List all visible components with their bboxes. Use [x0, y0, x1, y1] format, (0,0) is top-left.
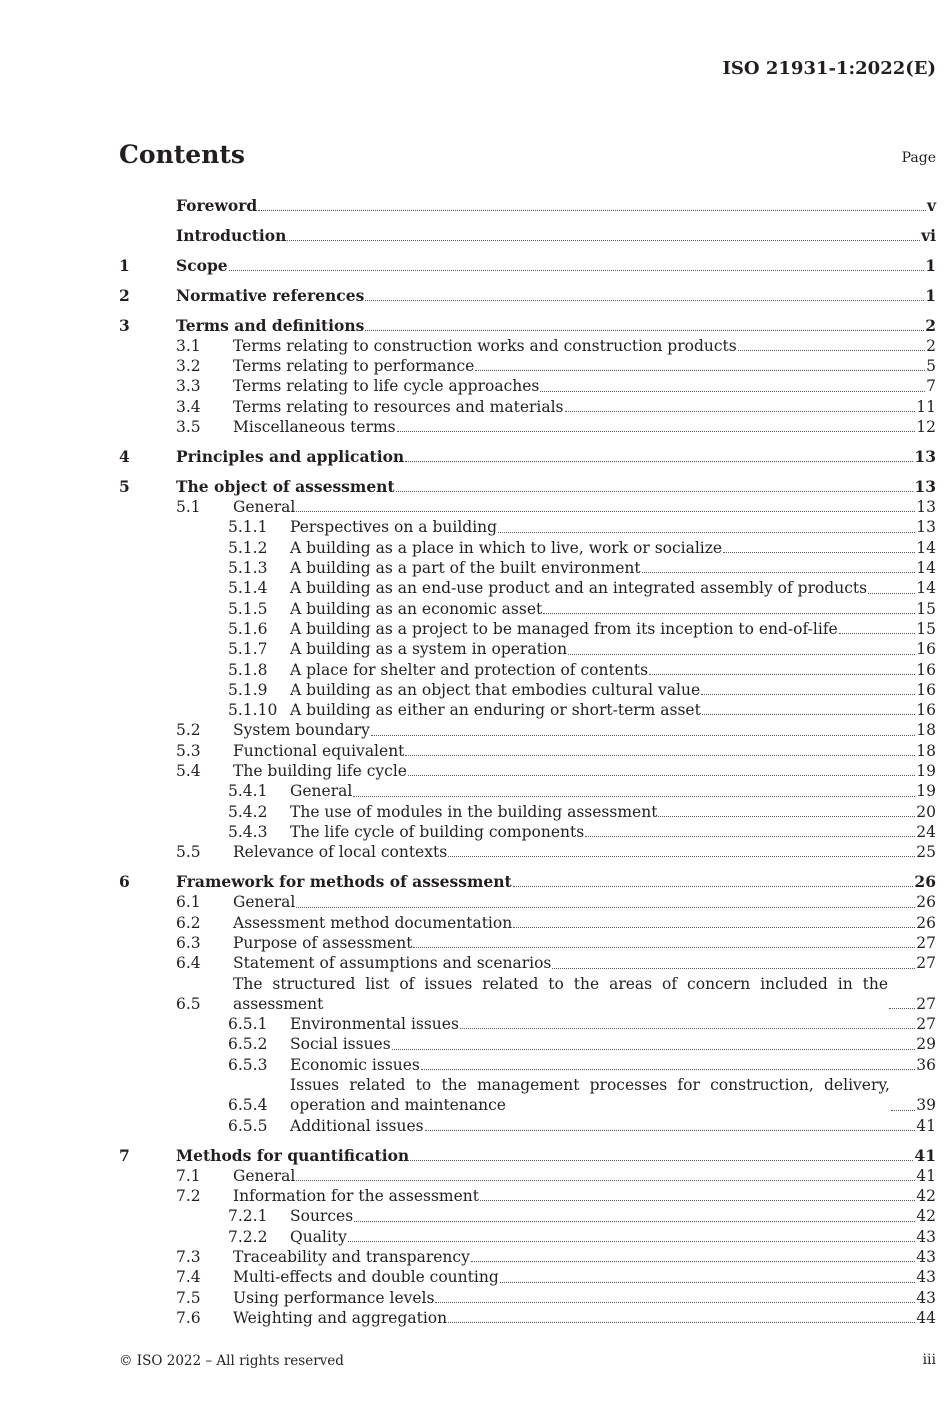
toc-entry-number: 1 — [119, 255, 130, 275]
toc-dot-leader — [365, 330, 924, 331]
toc-dot-leader — [543, 613, 915, 614]
toc-dot-leader — [891, 1110, 915, 1111]
toc-entry-title: The use of modules in the building assessment — [290, 802, 658, 821]
toc-entry-page: v — [926, 196, 936, 215]
toc-dot-leader — [405, 461, 913, 462]
toc-entry-page: 41 — [916, 1116, 936, 1135]
toc-dot-leader — [889, 1008, 915, 1009]
toc-entry-title: Miscellaneous terms — [233, 418, 396, 437]
toc-dot-leader — [498, 532, 915, 533]
toc-dot-leader — [649, 674, 915, 675]
toc-entry-page: 43 — [916, 1248, 936, 1266]
toc-dot-leader — [229, 270, 925, 271]
toc-entry-title: Methods for quantification — [176, 1145, 410, 1165]
toc-entry[interactable] — [119, 1227, 936, 1247]
toc-entry-number: 5.1.2 — [228, 538, 268, 557]
toc-entry-page: 13 — [916, 518, 936, 537]
toc-entry-title: Additional issues — [290, 1116, 424, 1135]
toc-entry-page: 41 — [914, 1145, 936, 1165]
toc-entry-number: 3.5 — [176, 418, 201, 437]
toc-entry-title: A building as a part of the built environment — [290, 559, 641, 578]
toc-entry[interactable] — [119, 1247, 936, 1267]
toc-entry-number: 5.1 — [176, 498, 201, 517]
toc-entry-page: 1 — [925, 285, 936, 305]
toc-entry-page: 26 — [916, 913, 936, 932]
toc-entry-page: 42 — [916, 1207, 936, 1226]
toc-entry-number: 6.4 — [176, 954, 201, 973]
toc-entry-number: 5.3 — [176, 741, 201, 760]
toc-entry[interactable] — [119, 599, 936, 619]
toc-entry-title: Traceability and transparency — [233, 1248, 470, 1266]
toc-entry-page: 14 — [916, 559, 936, 578]
toc-entry-title: General — [233, 893, 296, 912]
toc-entry[interactable] — [119, 1186, 936, 1206]
toc-entry-number: 5 — [119, 476, 130, 496]
table-of-contents — [119, 196, 936, 1328]
toc-entry-title: The object of assessment — [176, 476, 395, 496]
toc-dot-leader — [408, 775, 915, 776]
toc-entry-title: Scope — [176, 255, 228, 275]
toc-entry[interactable] — [119, 1308, 936, 1328]
toc-entry[interactable] — [119, 842, 936, 862]
page-number: iii — [922, 1352, 936, 1368]
toc-entry-number: 5.4.3 — [228, 822, 268, 841]
toc-entry-title: Principles and application — [176, 446, 405, 466]
toc-entry-title: Introduction — [176, 225, 287, 245]
toc-entry-number: 6.5 — [176, 994, 201, 1013]
toc-entry[interactable] — [119, 1206, 936, 1226]
toc-dot-leader — [585, 836, 915, 837]
toc-entry-title: Quality — [290, 1227, 347, 1246]
toc-entry-title: Issues related to the management processes for construction, delivery, operation and maintenance — [290, 1076, 890, 1115]
toc-entry-title: The building life cycle — [233, 761, 407, 780]
toc-entry-title: Information for the assessment — [233, 1187, 479, 1206]
toc-entry-title: Multi-effects and double counting — [233, 1268, 499, 1287]
toc-entry-number: 6.5.1 — [228, 1015, 268, 1034]
toc-entry[interactable] — [119, 720, 936, 740]
toc-entry-page: 15 — [916, 619, 936, 638]
toc-dot-leader — [392, 1049, 916, 1050]
toc-entry[interactable] — [119, 660, 936, 680]
toc-dot-leader — [258, 210, 926, 211]
toc-entry-title: A building as either an enduring or short-term asset — [290, 701, 701, 720]
toc-entry-page: 29 — [916, 1035, 936, 1054]
toc-dot-leader — [868, 593, 915, 594]
toc-entry-page: 27 — [916, 1015, 936, 1034]
toc-entry[interactable] — [119, 397, 936, 417]
toc-entry-title: Terms relating to life cycle approaches — [233, 377, 540, 396]
toc-entry-number: 5.5 — [176, 843, 201, 862]
toc-entry-title: General — [290, 782, 353, 801]
toc-dot-leader — [540, 391, 925, 392]
toc-entry-page: 41 — [916, 1166, 936, 1185]
toc-entry-page: 44 — [916, 1308, 936, 1327]
toc-entry-page: 13 — [914, 476, 936, 496]
toc-entry-number: 5.1.10 — [228, 701, 278, 720]
toc-entry-page: 2 — [926, 336, 936, 355]
toc-dot-leader — [738, 350, 925, 351]
toc-entry-page: 16 — [916, 701, 936, 720]
toc-entry-title: General — [233, 1166, 296, 1185]
toc-entry-page: 11 — [916, 397, 936, 416]
toc-entry-number: 7 — [119, 1145, 130, 1165]
toc-entry-number: 4 — [119, 446, 130, 466]
toc-dot-leader — [513, 886, 914, 887]
toc-dot-leader — [500, 1282, 916, 1283]
toc-entry-title: Environmental issues — [290, 1015, 459, 1034]
toc-entry-page: 26 — [916, 893, 936, 912]
toc-entry-title: Statement of assumptions and scenarios — [233, 954, 552, 973]
toc-entry[interactable] — [119, 336, 936, 356]
toc-entry[interactable] — [119, 913, 936, 933]
toc-entry-page: 16 — [916, 660, 936, 679]
toc-entry-title: Purpose of assessment — [233, 933, 413, 952]
toc-entry[interactable] — [119, 256, 936, 276]
toc-entry-number: 6.3 — [176, 933, 201, 952]
toc-entry[interactable] — [119, 953, 936, 973]
toc-entry-number: 3 — [119, 315, 130, 335]
toc-dot-leader — [513, 927, 915, 928]
toc-dot-leader — [396, 491, 914, 492]
toc-entry[interactable] — [119, 316, 936, 336]
toc-entry-number: 7.1 — [176, 1166, 201, 1185]
toc-entry[interactable] — [119, 802, 936, 822]
toc-entry[interactable] — [119, 822, 936, 842]
toc-entry-page: 12 — [916, 418, 936, 437]
toc-entry-title: Assessment method documentation — [233, 913, 513, 932]
toc-entry-title: A building as an economic asset — [290, 599, 543, 618]
toc-entry[interactable] — [119, 578, 936, 598]
toc-entry-title: A building as an object that embodies cultural value — [290, 680, 701, 699]
toc-entry-page: 2 — [925, 315, 936, 335]
toc-entry[interactable] — [119, 974, 936, 1015]
toc-dot-leader — [448, 856, 915, 857]
toc-entry-page: 5 — [926, 357, 936, 376]
toc-entry-page: 16 — [916, 640, 936, 659]
toc-dot-leader — [701, 694, 915, 695]
toc-entry-title: A building as a system in operation — [290, 640, 568, 659]
toc-dot-leader — [565, 411, 916, 412]
toc-entry-title: Terms relating to construction works and construction products — [233, 336, 737, 355]
toc-entry[interactable] — [119, 376, 936, 396]
toc-dot-leader — [296, 907, 915, 908]
toc-entry-page: 19 — [916, 782, 936, 801]
toc-entry-page: 42 — [916, 1187, 936, 1206]
toc-dot-leader — [460, 1028, 915, 1029]
toc-dot-leader — [296, 1180, 915, 1181]
toc-entry[interactable] — [119, 872, 936, 892]
toc-entry[interactable] — [119, 1146, 936, 1166]
toc-dot-leader — [371, 735, 915, 736]
copyright-notice: © ISO 2022 – All rights reserved — [119, 1353, 344, 1369]
toc-dot-leader — [287, 240, 920, 241]
toc-entry-number: 5.4.1 — [228, 782, 268, 801]
toc-entry-page: 14 — [916, 579, 936, 598]
toc-entry-page: vi — [921, 225, 936, 245]
toc-entry-number: 5.1.3 — [228, 559, 268, 578]
toc-entry-page: 25 — [916, 843, 936, 862]
toc-dot-leader — [410, 1160, 913, 1161]
toc-entry-number: 3.2 — [176, 357, 201, 376]
toc-entry-number: 7.2 — [176, 1187, 201, 1206]
toc-dot-leader — [702, 714, 915, 715]
toc-entry-title: Terms relating to performance — [233, 357, 475, 376]
toc-entry-page: 24 — [916, 822, 936, 841]
toc-entry-number: 2 — [119, 285, 130, 305]
toc-entry-number: 7.5 — [176, 1288, 201, 1307]
toc-entry-title: Terms relating to resources and materials — [233, 397, 564, 416]
toc-entry-number: 3.1 — [176, 336, 201, 355]
toc-entry-title: Foreword — [176, 196, 258, 215]
toc-entry-page: 27 — [916, 954, 936, 973]
toc-dot-leader — [642, 572, 916, 573]
toc-entry-page: 1 — [925, 255, 936, 275]
toc-entry[interactable] — [119, 700, 936, 720]
toc-dot-leader — [658, 816, 915, 817]
toc-entry-title: A building as an end-use product and an integrated assembly of products — [290, 579, 868, 598]
toc-entry-number: 5.2 — [176, 721, 201, 740]
toc-entry-number: 5.1.5 — [228, 599, 268, 618]
toc-dot-leader — [354, 1221, 915, 1222]
toc-entry[interactable] — [119, 356, 936, 376]
toc-entry-title: Social issues — [290, 1035, 391, 1054]
toc-entry[interactable] — [119, 477, 936, 497]
toc-entry[interactable] — [119, 226, 936, 246]
toc-entry-title: A place for shelter and protection of contents — [290, 660, 649, 679]
toc-dot-leader — [448, 1322, 915, 1323]
toc-entry-title: Using performance levels — [233, 1288, 435, 1307]
toc-entry-title: Relevance of local contexts — [233, 843, 448, 862]
toc-entry-title: Economic issues — [290, 1055, 420, 1074]
toc-entry-number: 6.5.2 — [228, 1035, 268, 1054]
toc-entry-number: 5.1.7 — [228, 640, 268, 659]
toc-entry-page: 43 — [916, 1288, 936, 1307]
toc-entry-page: 16 — [916, 680, 936, 699]
toc-entry[interactable] — [119, 1075, 936, 1116]
toc-entry[interactable] — [119, 1055, 936, 1075]
toc-entry-number: 3.4 — [176, 397, 201, 416]
toc-entry-title: Normative references — [176, 285, 365, 305]
toc-entry-number: 6.2 — [176, 913, 201, 932]
toc-entry-page: 18 — [916, 741, 936, 760]
toc-entry-page: 39 — [916, 1096, 936, 1115]
toc-dot-leader — [425, 1130, 916, 1131]
toc-entry[interactable] — [119, 1116, 936, 1136]
toc-entry-title: Terms and definitions — [176, 315, 365, 335]
toc-entry-title: A building as a project to be managed from its inception to end-of-life — [290, 619, 838, 638]
toc-entry[interactable] — [119, 1014, 936, 1034]
toc-entry-number: 5.1.6 — [228, 619, 268, 638]
toc-entry[interactable] — [119, 558, 936, 578]
toc-entry[interactable] — [119, 447, 936, 467]
page-column-label: Page — [901, 150, 936, 166]
toc-dot-leader — [353, 796, 915, 797]
toc-dot-leader — [365, 300, 924, 301]
toc-entry-page: 43 — [916, 1227, 936, 1246]
toc-entry[interactable] — [119, 417, 936, 437]
toc-entry-number: 6 — [119, 872, 130, 892]
toc-entry-title: Framework for methods of assessment — [176, 872, 512, 892]
toc-entry-page: 13 — [914, 446, 936, 466]
toc-entry[interactable] — [119, 538, 936, 558]
toc-entry-title: Weighting and aggregation — [233, 1308, 448, 1327]
toc-entry[interactable] — [119, 639, 936, 659]
toc-entry-page: 15 — [916, 599, 936, 618]
toc-dot-leader — [405, 755, 915, 756]
toc-entry[interactable] — [119, 619, 936, 639]
page-title: Contents — [119, 140, 246, 169]
toc-entry[interactable] — [119, 1288, 936, 1308]
toc-dot-leader — [413, 947, 915, 948]
toc-entry[interactable] — [119, 497, 936, 517]
toc-entry-page: 18 — [916, 721, 936, 740]
toc-entry[interactable] — [119, 1166, 936, 1186]
toc-dot-leader — [723, 552, 915, 553]
toc-entry-title: System boundary — [233, 721, 370, 740]
toc-entry[interactable] — [119, 517, 936, 537]
toc-entry-page: 36 — [916, 1055, 936, 1074]
toc-entry-title: Perspectives on a building — [290, 518, 498, 537]
toc-entry-number: 7.3 — [176, 1248, 201, 1266]
toc-entry-page: 20 — [916, 802, 936, 821]
toc-entry-number: 5.4 — [176, 761, 201, 780]
toc-entry-number: 5.1.9 — [228, 680, 268, 699]
toc-entry-number: 5.1.1 — [228, 518, 268, 537]
toc-entry-page: 7 — [926, 377, 936, 396]
toc-entry-number: 7.2.1 — [228, 1207, 268, 1226]
toc-entry[interactable] — [119, 741, 936, 761]
toc-entry-title: The structured list of issues related to the areas of concern included in the assessment — [233, 974, 888, 1013]
toc-entry-page: 43 — [916, 1268, 936, 1287]
toc-dot-leader — [296, 511, 915, 512]
toc-entry[interactable] — [119, 286, 936, 306]
toc-dot-leader — [552, 968, 915, 969]
toc-entry[interactable] — [119, 1034, 936, 1054]
toc-entry-number: 5.4.2 — [228, 802, 268, 821]
toc-entry[interactable] — [119, 781, 936, 801]
toc-entry[interactable] — [119, 680, 936, 700]
toc-entry-number: 7.2.2 — [228, 1227, 268, 1246]
toc-entry-title: General — [233, 498, 296, 517]
toc-dot-leader — [435, 1302, 915, 1303]
toc-dot-leader — [471, 1261, 915, 1262]
toc-entry[interactable] — [119, 1267, 936, 1287]
toc-entry-number: 6.5.5 — [228, 1116, 268, 1135]
toc-dot-leader — [348, 1241, 915, 1242]
toc-dot-leader — [421, 1069, 915, 1070]
toc-entry-page: 14 — [916, 538, 936, 557]
toc-dot-leader — [475, 370, 925, 371]
toc-entry-title: A building as a place in which to live, work or socialize — [290, 538, 723, 557]
toc-dot-leader — [397, 431, 916, 432]
toc-entry-page: 13 — [916, 498, 936, 517]
toc-entry-page: 26 — [914, 872, 936, 892]
toc-entry-number: 5.1.4 — [228, 579, 268, 598]
toc-entry-number: 5.1.8 — [228, 660, 268, 679]
toc-entry-title: Sources — [290, 1207, 354, 1226]
toc-entry[interactable] — [119, 892, 936, 912]
toc-dot-leader — [568, 654, 915, 655]
toc-entry[interactable] — [119, 933, 936, 953]
toc-entry-number: 7.4 — [176, 1268, 201, 1287]
toc-entry[interactable] — [119, 761, 936, 781]
toc-dot-leader — [839, 633, 916, 634]
toc-entry[interactable] — [119, 196, 936, 216]
toc-entry-number: 6.5.4 — [228, 1096, 268, 1115]
document-id: ISO 21931-1:2022(E) — [722, 58, 936, 79]
toc-entry-number: 6.1 — [176, 893, 201, 912]
toc-entry-page: 19 — [916, 761, 936, 780]
toc-entry-page: 27 — [916, 933, 936, 952]
toc-entry-page: 27 — [916, 994, 936, 1013]
toc-entry-title: Functional equivalent — [233, 741, 405, 760]
toc-entry-title: The life cycle of building components — [290, 822, 585, 841]
toc-entry-number: 7.6 — [176, 1308, 201, 1327]
toc-entry-number: 6.5.3 — [228, 1055, 268, 1074]
toc-entry-number: 3.3 — [176, 377, 201, 396]
toc-dot-leader — [480, 1200, 915, 1201]
